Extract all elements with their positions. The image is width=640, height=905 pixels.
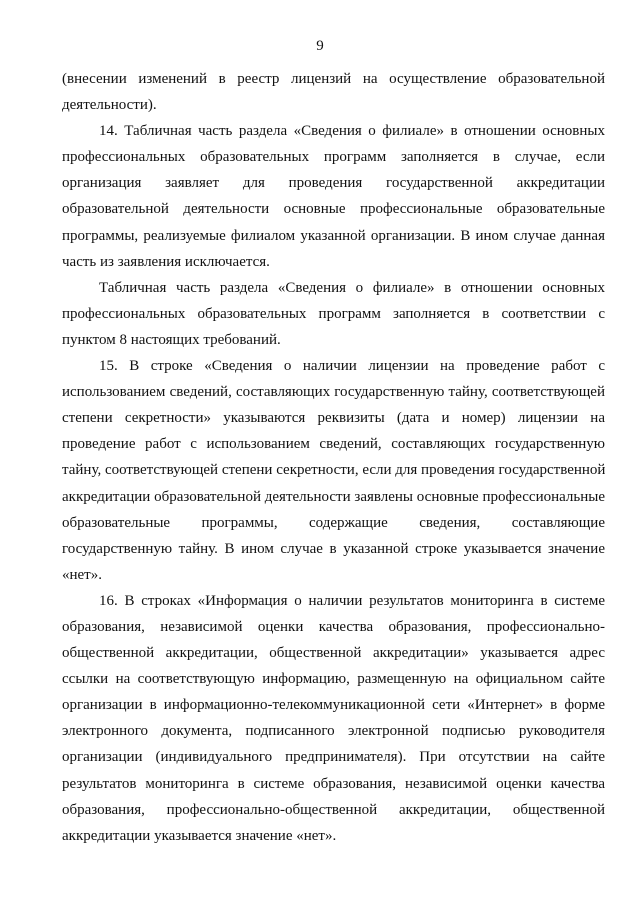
paragraph-item-14-table: [62, 275, 605, 353]
page-number: 9: [316, 38, 324, 54]
text-line: деятельности).: [62, 97, 157, 114]
text-line: 14. Табличная часть раздела «Сведения о филиале» в отношении основных: [99, 123, 605, 140]
text-line: образования, независимой оценки качества образования, профессионально-: [62, 618, 605, 635]
text-line: Табличная часть раздела «Сведения о филиале» в отношении основных: [99, 279, 605, 296]
document-body: [62, 66, 605, 849]
text-line: образовательные программы, содержащие сведения, составляющие: [62, 514, 605, 531]
text-line: аккредитации образовательной деятельности заявлены основные профессиональные: [62, 488, 605, 505]
paragraph-item-15: [62, 353, 605, 588]
text-line: профессиональных образовательных программ заполняется в случае, если: [62, 149, 605, 166]
text-line: тайну, соответствующей степени секретности, если для проведения государственной: [62, 462, 605, 479]
text-line: 16. В строках «Информация о наличии результатов мониторинга в системе: [99, 592, 605, 609]
text-line: часть из заявления исключается.: [62, 253, 270, 270]
text-line: ссылки на соответствующую информацию, размещенную на официальном сайте: [62, 671, 605, 688]
text-line: использованием сведений, составляющих государственную тайну, соответствующей: [62, 384, 605, 401]
paragraph-continuation: [62, 66, 605, 118]
text-line: проведение работ с использованием сведений, составляющих государственную: [62, 436, 605, 453]
text-line: государственную тайну. В ином случае в указанной строке указывается значение: [62, 540, 605, 557]
text-line: 15. В строке «Сведения о наличии лицензии на проведение работ с: [99, 358, 605, 375]
text-line: образования, профессионально-общественной аккредитации, общественной: [62, 801, 605, 818]
text-line: «нет».: [62, 566, 102, 583]
text-line: (внесении изменений в реестр лицензий на осуществление образовательной: [62, 71, 605, 87]
text-line: программы, реализуемые филиалом указанной организации. В ином случае данная: [62, 227, 605, 244]
text-line: организация заявляет для проведения государственной аккредитации: [62, 175, 605, 192]
paragraph-item-16: [62, 588, 605, 849]
text-line: пунктом 8 настоящих требований.: [62, 331, 281, 348]
text-line: аккредитации указывается значение «нет».: [62, 827, 337, 844]
text-line: результатов мониторинга в системе образования, независимой оценки качества: [62, 775, 605, 792]
text-line: электронного документа, подписанного электронной подписью руководителя: [62, 723, 605, 740]
text-line: организации (индивидуального предпринимателя). При отсутствии на сайте: [62, 749, 605, 766]
text-line: организации в информационно-телекоммуникационной сети «Интернет» в форме: [62, 697, 605, 714]
paragraph-item-14: [62, 118, 605, 275]
text-line: образовательной деятельности основные профессиональные образовательные: [62, 201, 605, 218]
text-line: общественной аккредитации, общественной аккредитации» указывается адрес: [62, 645, 605, 662]
text-line: степени секретности» указываются реквизиты (дата и номер) лицензии на: [62, 410, 605, 427]
text-line: профессиональных образовательных программ заполняется в соответствии с: [62, 305, 605, 322]
